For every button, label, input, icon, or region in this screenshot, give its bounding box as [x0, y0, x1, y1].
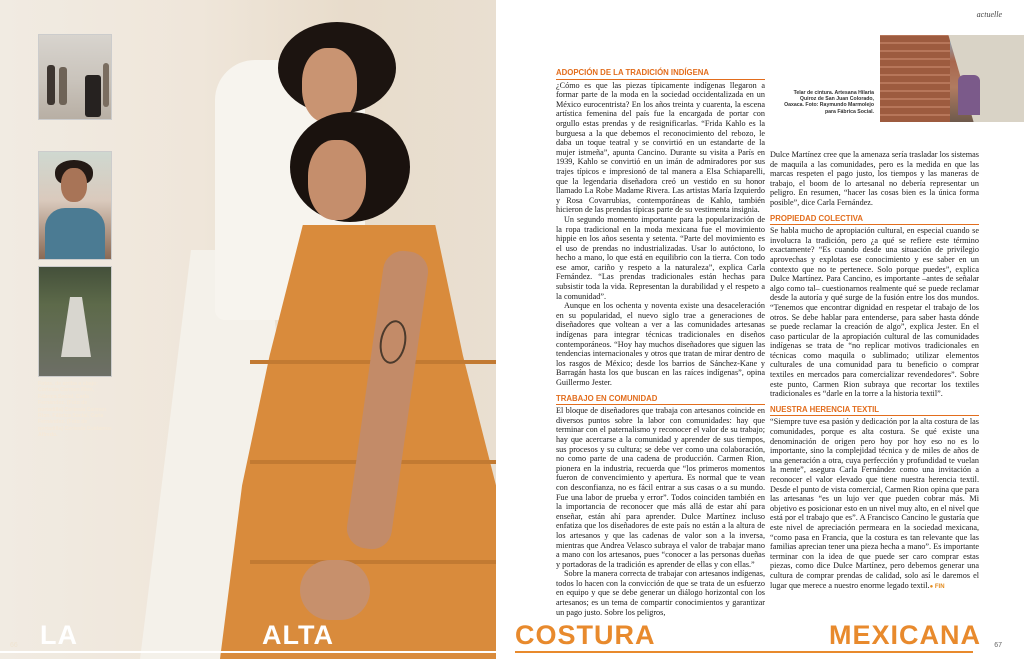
left-photo-caption: Fotos, de arriba a abajo: Cortesía Carmen Rion, Fábrica Social, Carla Fernández. (Foto de portadilla) Cortesía Carmen Rion, Fábrica Social, Carla Fernández. (Foto de portadilla) Cortesía Cuidamos Alfredo.	[38, 381, 112, 439]
section-heading: NUESTRA HERENCIA TEXTIL	[770, 405, 979, 417]
section-heading: TRABAJO EN COMUNIDAD	[556, 394, 765, 406]
headline-word-costura: COSTURA	[515, 620, 656, 650]
article-paragraph: El bloque de diseñadores que trabaja con artesanos coincide en diversos puntos sobre la labor con comunidades: hay que terminar con el paternalismo y reconocer el valor de su trabajo; hay que acercarse a la comunidad y aprender de sus tiempos, sus procesos y su cultura; se debe ver como una colaboración, no como parte de una cadena de producción. Carmen Rion, pionera en la industria, recuerda que “los primeros momentos fueron de convencimiento y apertura. Es normal que te vean con desconfianza, no es fácil entrar a sus casas o a su mundo. Fue una labor de prueba y error”. Todos coinciden también en la importancia de reconocer que más allá de estar ahí para enseñar, están ahí para aprender. Dulce Martínez incluso enfatiza que los diseñadores de este país no están a la altura de los artesanos y que las cadenas de valor son a la inversa, mientras que Andrea Velasco subraya el valor de trabajar mano a mano con los artesanos, pues “conocer a las personas dueñas y portadoras de la tradición es aprender de ellas y con ellas.”	[556, 406, 765, 569]
model-2-hand	[300, 560, 370, 620]
page-number-left: 66	[10, 642, 18, 649]
article-column-1	[556, 68, 765, 617]
model-2-face	[308, 140, 366, 220]
thumbnail-garden	[38, 266, 112, 377]
thumbnail-runway	[38, 34, 112, 120]
article-column-2	[770, 150, 979, 592]
end-mark: ● FIN	[929, 583, 945, 590]
headline-rule-right	[515, 651, 973, 653]
left-page	[0, 0, 496, 659]
article-paragraph: Aunque en los ochenta y noventa existe una desaceleración en su popularidad, el nuevo siglo trae a generaciones de diseñadores que voltean a ver a las comunidades artesanas indígenas para integrar técnicas tradicionales en diseños contemporáneos. “Hoy hay muchos diseñadores que siguen las tendencias internacionales y otros que tratan de mirar dentro de los rasgos de México; desde los barrios de Sánchez-Kane y Barragán hasta los que buscan en las raíces indígenas”, opina Guillermo Jester.	[556, 301, 765, 387]
loom-photo	[880, 35, 1024, 122]
article-paragraph: ¿Cómo es que las piezas típicamente indígenas llegaron a formar parte de la moda en la sociedad occidentalizada en un México eurocentrista? En los años treinta y cuarenta, la escena artística femenina del país fue la encargada de portar con orgullo estas prendas y de resignificarlas. “Frida Kahlo es la burguesa a la que debemos el reconocimiento del rebozo, le daba un toque teatral y se convirtió en un estandarte de la mujer istmeña”, apunta Cancino. Durante su visita a París en 1939, Kahlo se convirtió en un imán de admiradores por sus trajes típicos e impresionó de tal manera a Elsa Schiaparelli, que la legendaria diseñadora creó un vestido en su honor llamado La Robe Madame Rivera. Las artistas María Izquierdo y Rosa Covarrubias, contemporáneas de Kahlo, también hicieron de las prendas típicas parte de su vestimenta insignia.	[556, 80, 765, 215]
masthead: actuelle	[976, 10, 1002, 19]
section-heading: ADOPCIÓN DE LA TRADICIÓN INDÍGENA	[556, 68, 765, 80]
article-paragraph: Un segundo momento importante para la popularización de la ropa tradicional en la moda mexicana fue el movimiento hippie en los años sesenta y setenta. “Parte del movimiento es el uso de prendas no industrializadas. Usar lo autóctono, lo hecho a mano, lo que está en equilibrio con la tierra. Con todo ese amor, cariño y respeto a la naturaleza”, explica Carla Fernández. “Las prendas tradicionales están hechas para subsistir toda la vida. Representan la durabilidad y el respeto a la comunidad”.	[556, 214, 765, 301]
page-number-right: 67	[994, 642, 1002, 649]
dress-tier-line	[250, 560, 496, 564]
headline-word-la: LA	[40, 620, 78, 650]
article-paragraph: “Siempre tuve esa pasión y dedicación por la alta costura de las comunidades, porque es alta costura. Se qué existe una denominación de origen pero hoy por hoy eso no es lo importante, sino la complejidad técnica y de miles de años de una generación a otra, cuya perfección y profundidad te vuelan la mente”, asegura Carla Fernández como una invitación a reconocer el valor elevado que tiene nuestra herencia textil. Desde el punto de vista comercial, Carmen Rion opina que para las artesanas “es un lujo ver que pueden cobrar más. Mi objetivo es posicionar esto en un nivel muy alto, en el nivel que está por el trabajo que es”. A Francisco Cancino le gustaría que este nivel de apreciación permeara en la sociedad mexicana, “como pasa en Francia, que la costura es tan relevante que las familias aprecian tener una pieza hecha a mano”. Es importante terminar con la idea de que puede ser caro comprar estas piezas, como dice Dulce Martínez, pero debemos generar una cultura de comprar prendas de calidad, solo así le daremos el lugar que merece a nuestro enorme legado textil.● FIN	[770, 417, 979, 592]
headline-rule-left	[0, 651, 496, 653]
loom-photo-caption: Telar de cintura. Artesana Hilaria Quiroz de San Juan Colorado, Oaxaca. Foto: Raymundo Marmolejo para Fábrica Social.	[784, 90, 874, 115]
thumbnail-portrait	[38, 151, 112, 260]
headline-word-mexicana: MEXICANA	[829, 620, 982, 650]
article-paragraph: Dulce Martínez cree que la amenaza sería trasladar los sistemas de maquila a las comunidades, pero es la medida en que las marcas respeten el pago justo, los tiempos y las maneras de trabajo, el boom de lo artesanal no debería representar un peligro. En resumen, “hacer las cosas bien es la única forma posible”, dice Carla Fernández.	[770, 150, 979, 207]
headline-word-alta: ALTA	[262, 620, 334, 650]
section-heading: PROPIEDAD COLECTIVA	[770, 214, 979, 226]
article-paragraph: Sobre la manera correcta de trabajar con artesanos indígenas, todos lo hacen con la convicción de que se trata de un esfuerzo en equipo y que se debe generar un diálogo horizontal con los artesanos; es un tema de compartir conocimientos y garantizar un pago justo. Sobre los peligros,	[556, 569, 765, 617]
article-paragraph: Se habla mucho de apropiación cultural, en especial cuando se involucra la tradición, pero ¿a qué se refiere este término exactamente? “Es cuando desde una situación de privilegio aprovechas y explotas ese conocimiento y ese saber en un contexto que no te pertenece. Solo porque puedes”, explica Dulce Martínez. Para Cancino, es importante –antes de señalar algo como tal– cuestionarnos realmente qué se puede reclamar desde la autoría y qué surge de la fusión entre los dos mundos. “Tenemos que encontrar dignidad en respetar el trabajo de los otros. Se debe hablar para entenderse, para saber hasta dónde se puede reclamar la creación de algo”, explica Jester. En el caso particular de la apropiación cultural de las comunidades indígenas se trata de “no replicar motivos tradicionales en técnicas como maquila o sublimado; utilizar elementos culturales de una comunidad para tu beneficio o comprar textiles en mercados para comercializar revendedores”. Sobre este punto, Carmen Rion subraya que recortar los textiles tradicionales es “darle en la torre a la historia textil”.	[770, 226, 979, 399]
